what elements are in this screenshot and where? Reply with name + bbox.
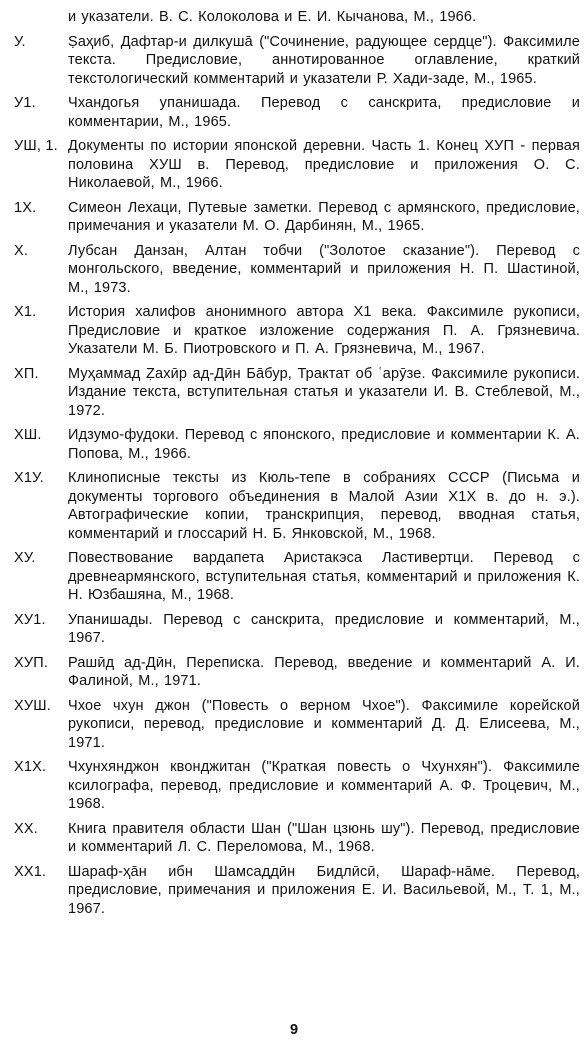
- list-item: [14, 863, 580, 919]
- list-item: [14, 303, 580, 359]
- entry-number: ХУ1.: [14, 611, 46, 628]
- list-item: [14, 469, 580, 543]
- entry-number: ХП.: [14, 365, 39, 382]
- entry-text: История халифов анонимного автора Х1 века. Факсимиле рукописи, Предисловие и краткое изложение содержания П. А. Грязневича. Указатели М. Б. Пиотровского и П. А. Грязневича, М., 1967.: [68, 304, 580, 357]
- entry-number: У1.: [14, 95, 36, 111]
- list-item: [14, 33, 580, 89]
- entry-number: ХХ.: [14, 820, 38, 837]
- entry-text: Муҳаммад Ẓахӣр ад-Дӣн Бāбур, Трактат об ʿарӯзе. Факсимиле рукописи. Издание текста, вступительная статья и указатели И. В. Стеблевой, М., 1972.: [68, 365, 580, 419]
- entry-text: Чхое чхун джон ("Повесть о верном Чхое"). Факсимиле корейской рукописи, перевод, предисловие и комментарий Д. Д. Елисеева, М., 1971.: [68, 697, 580, 751]
- entry-number: Х1.: [14, 304, 37, 320]
- entry-number: 1Х.: [14, 199, 37, 216]
- entry-text: Шараф-ҳāн ибн Шамсаддӣн Бидлӣсӣ, Шараф-нāме. Перевод, предисловие, примечания и приложения Е. И. Васильевой, М., Т. 1, М., 1967.: [68, 863, 580, 917]
- list-item: [14, 199, 580, 236]
- list-item: [14, 137, 580, 193]
- list-item: [14, 611, 580, 648]
- entry-number: Х1Х.: [14, 759, 47, 775]
- list-item: [14, 426, 580, 463]
- entry-text: Книга правителя области Шан ("Шан цзюнь шу"). Перевод, предисловие и комментарий Л. С. Переломова, М., 1968.: [68, 820, 580, 855]
- entry-text: Чхунхянджон квонджитан ("Краткая повесть о Чхунхян"). Факсимиле ксилографа, перевод, предисловие и комментарий А. Ф. Троцевич, М., 1968.: [68, 759, 580, 812]
- entry-text: Рашӣд ад-Дӣн, Переписка. Перевод, введение и комментарий А. И. Фалиной, М., 1971.: [68, 654, 580, 689]
- bibliography-list: [14, 8, 580, 924]
- entry-number: ХУ.: [14, 550, 36, 566]
- entry-text: Упанишады. Перевод с санскрита, предисловие и комментарий, М., 1967.: [68, 611, 580, 646]
- list-item: [14, 820, 580, 857]
- entry-number: ХУП.: [14, 654, 49, 671]
- list-item: [14, 654, 580, 691]
- entry-number: ХУШ.: [14, 697, 52, 714]
- entry-text: Повествование вардапета Аристакэса Ластивертци. Перевод с древнеармянского, вступительная статья, комментарий и приложения К. Н. Юзбашяна, М., 1968.: [68, 550, 580, 603]
- page-number: 9: [289, 1022, 299, 1038]
- list-item: [14, 697, 580, 753]
- entry-text: Чхандогья упанишада. Перевод с санскрита, предисловие и комментарии, М., 1965.: [68, 95, 580, 130]
- entry-text: Лубсан Данзан, Алтан тобчи ("Золотое сказание"). Перевод с монгольского, введение, комментарий и приложения Н. П. Шастиной, М., 1973.: [68, 242, 580, 296]
- entry-number: ХШ.: [14, 427, 42, 443]
- entry-number: ХХ1.: [14, 863, 47, 880]
- list-item: [14, 8, 580, 27]
- list-item: [14, 242, 580, 298]
- list-item: [14, 758, 580, 814]
- list-item: [14, 94, 580, 131]
- entry-number: Х.: [14, 242, 29, 259]
- entry-text: Документы по истории японской деревни. Часть 1. Конец ХУП - первая половина ХУШ в. Перевод, предисловие и приложения О. С. Николаевой, М., 1966.: [68, 138, 580, 191]
- entry-text: Симеон Лехаци, Путевые заметки. Перевод с армянского, предисловие, примечания и указатели М. О. Дарбинян, М., 1965.: [68, 199, 580, 234]
- entry-number: Х1У.: [14, 470, 44, 486]
- entry-text: Клинописные тексты из Кюль-тепе в собраниях СССР (Письма и документы торгового объединения в Малой Азии Х1Х в. до н. э.). Автографические копии, транскрипция, перевод, вводная статья, комментарий и глоссарий Н. Б. Янковской, М., 1968.: [68, 470, 580, 542]
- list-item: [14, 549, 580, 605]
- entry-number: У.: [14, 33, 26, 50]
- entry-text: и указатели. В. С. Колоколова и Е. И. Кычанова, М., 1966.: [68, 9, 477, 25]
- entry-text: Ṣаҳиб, Дафтар-и дилкушā ("Сочинение, радующее сердце"). Факсимиле текста. Предисловие, аннотированное оглавление, краткий текстологический комментарий и указатели Р. Хади-заде, М., 1965.: [68, 33, 580, 87]
- entry-text: Идзумо-фудоки. Перевод с японского, предисловие и комментарии К. А. Попова, М., 1966.: [68, 427, 580, 462]
- entry-number: УШ, 1.: [14, 138, 58, 154]
- list-item: [14, 365, 580, 421]
